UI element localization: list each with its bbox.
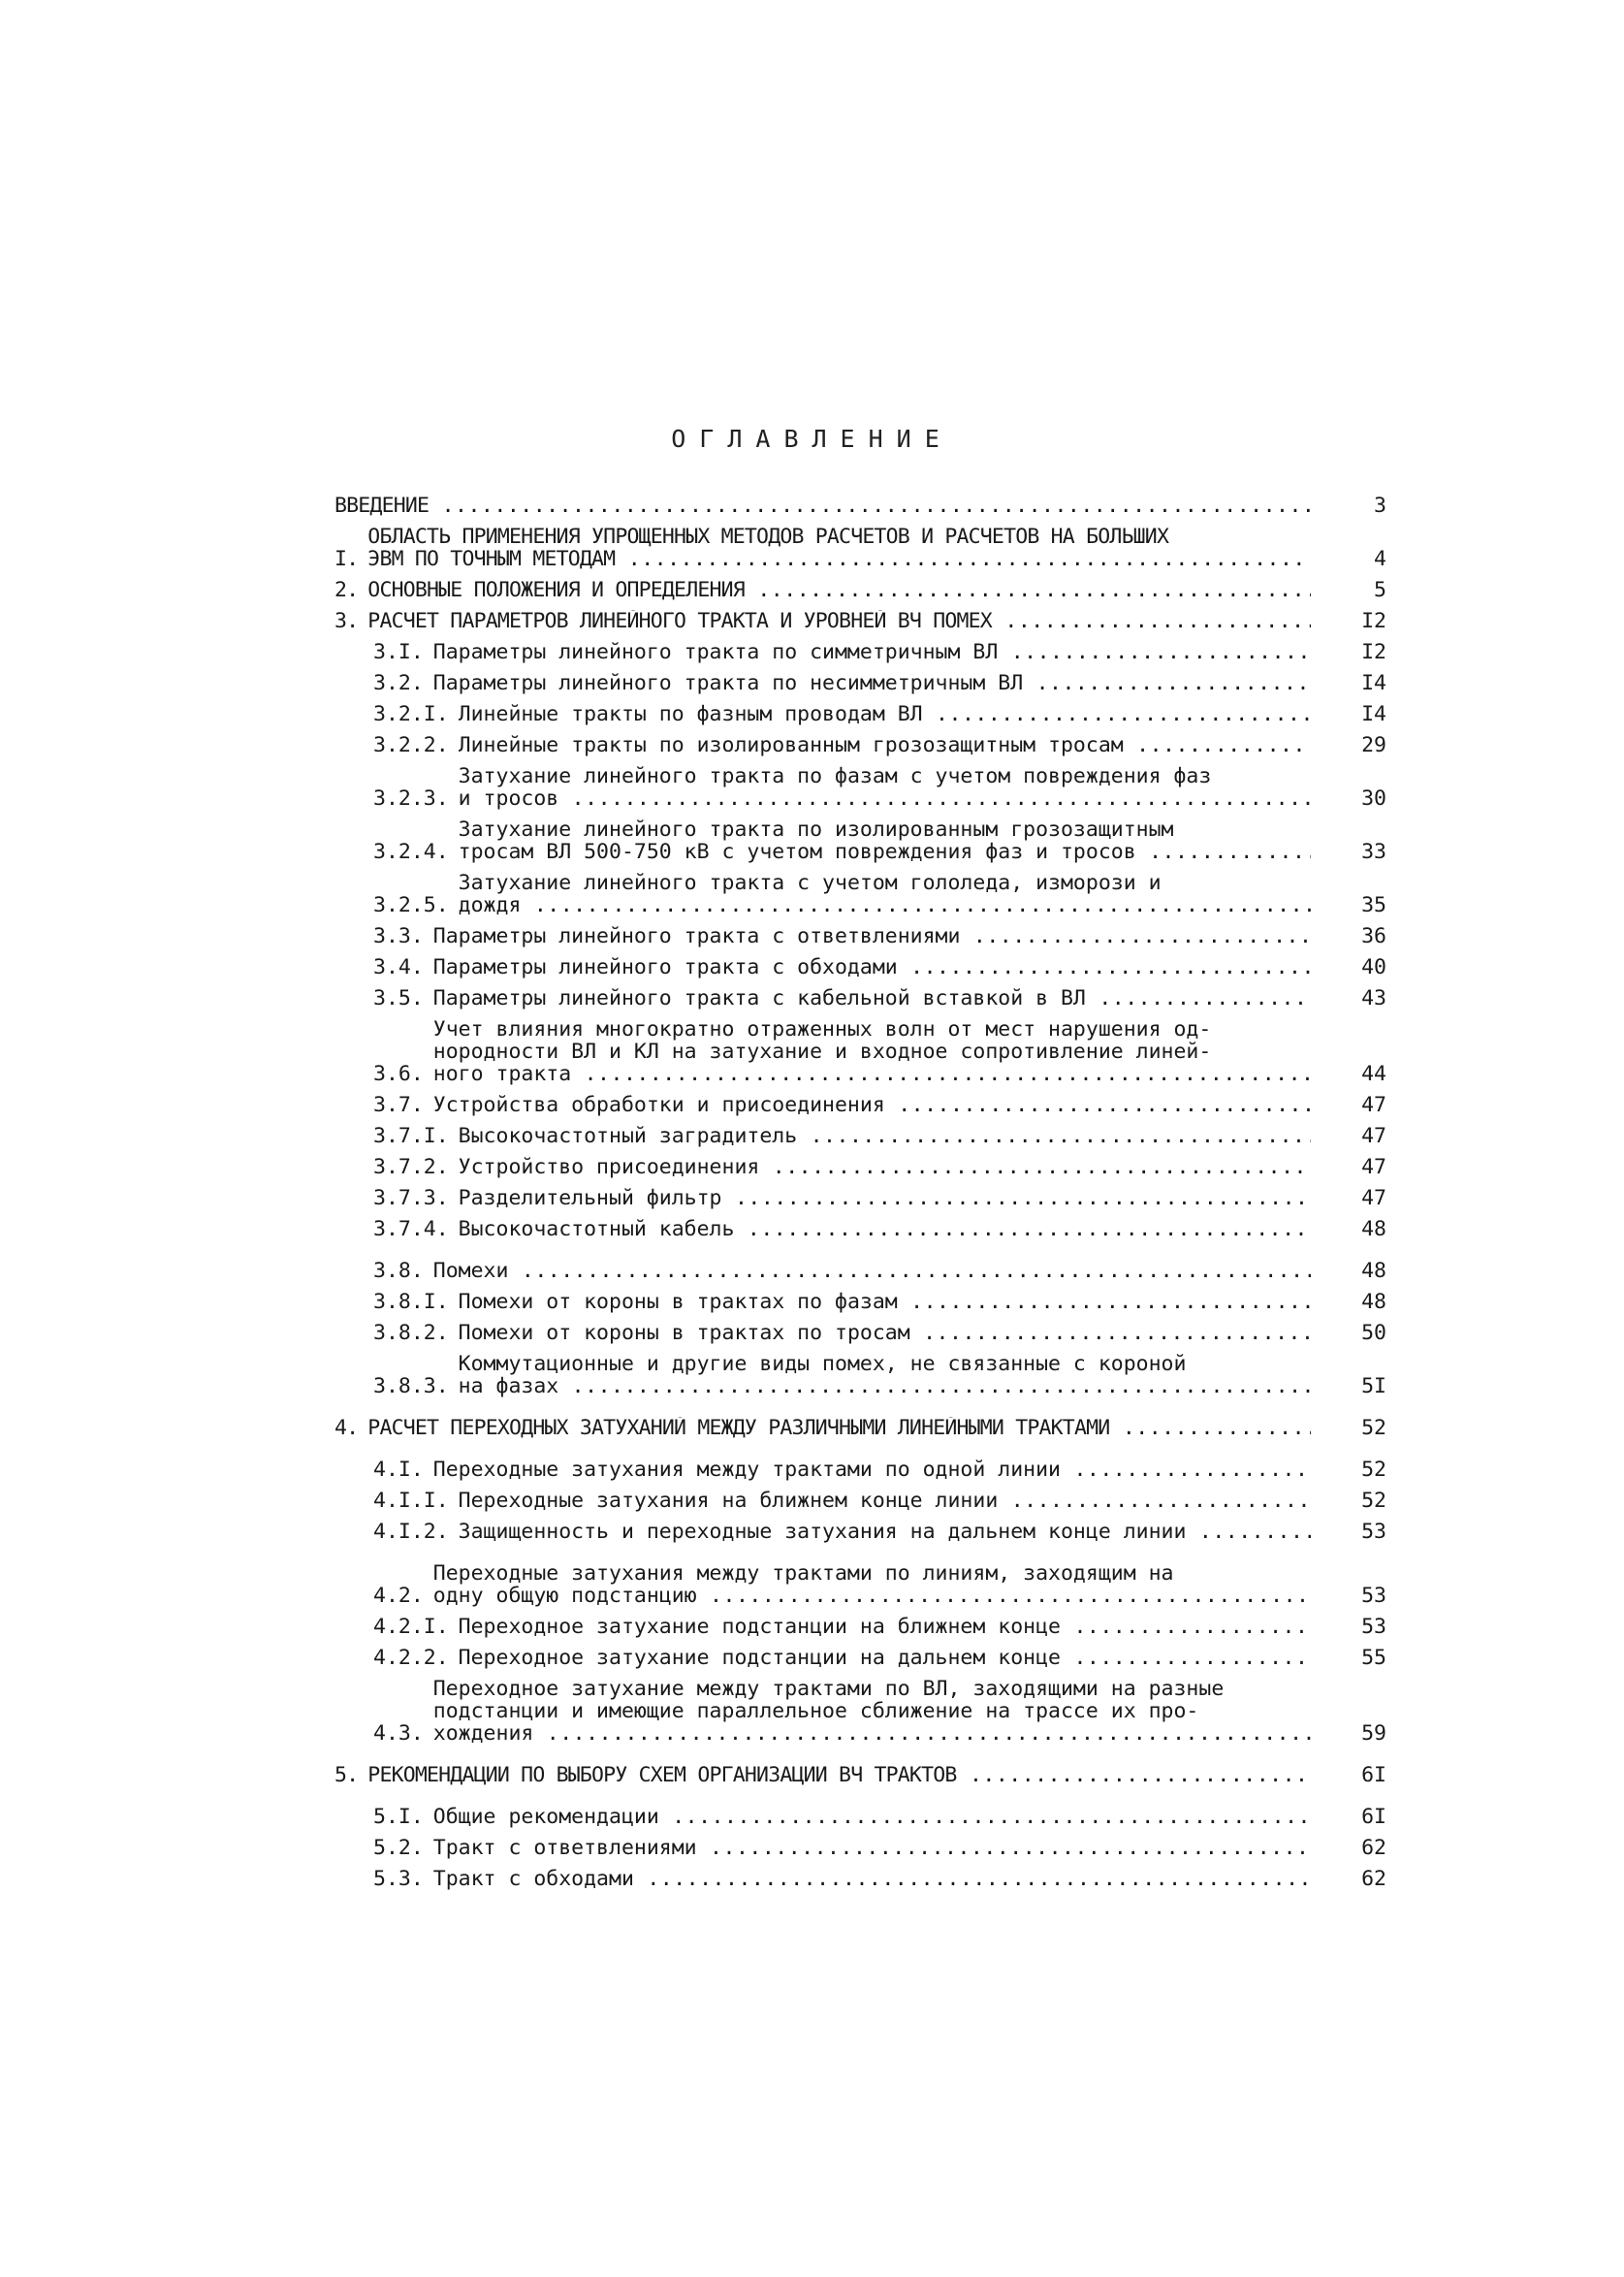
toc-entry[interactable] (334, 987, 1386, 1010)
toc-entry-title (433, 1459, 1311, 1481)
toc-entry-page: 40 (1361, 955, 1386, 979)
toc-entry-title-line: тросам ВЛ 500-750 кВ с учетом повреждения фаз и тросов ..... (459, 841, 1311, 863)
toc-entry-number: 5.I. (373, 1805, 424, 1829)
toc-entry-title-line: Устройства обработки и присоединения ..... (433, 1094, 1311, 1116)
toc-entry-page: 62 (1361, 1836, 1386, 1860)
toc-entry-number: I. (334, 547, 359, 571)
toc-entry-page: 50 (1361, 1321, 1386, 1345)
toc-entry[interactable] (334, 1837, 1386, 1859)
toc-entry-page: I4 (1361, 702, 1386, 726)
toc-entry[interactable] (334, 495, 1386, 517)
toc-entry-page: 47 (1361, 1155, 1386, 1179)
toc-entry[interactable] (334, 1459, 1386, 1481)
toc-entry-title (367, 1417, 1311, 1439)
toc-entry-number: 3.7.4. (373, 1217, 449, 1241)
toc-entry-title-line: РАСЧЕТ ПЕРЕХОДНЫХ ЗАТУХАНИЙ МЕЖДУ РАЗЛИЧНЫМИ ЛИНЕЙНЫМИ ТРАКТАМИ ..... (367, 1417, 1311, 1439)
toc-entry-title (459, 818, 1311, 863)
toc-entry-title-line: Общие рекомендации ..... (433, 1806, 1311, 1828)
toc-entry-title (433, 1678, 1311, 1745)
toc-entry-title-line: Линейные тракты по изолированным грозозащитным тросам ..... (459, 734, 1311, 756)
toc-entry-page: 55 (1361, 1646, 1386, 1670)
toc-entry-number: 5.2. (373, 1836, 424, 1860)
toc-entry[interactable] (334, 818, 1386, 863)
toc-entry[interactable] (334, 765, 1386, 810)
toc-entry[interactable] (334, 610, 1386, 632)
toc-entry-title (459, 765, 1311, 810)
toc-entry-title-line: и тросов ..... (459, 787, 1311, 810)
toc-entry-title (433, 1018, 1311, 1085)
toc-entry-number: 3.5. (373, 986, 424, 1010)
toc-entry-page: 5 (1374, 578, 1386, 602)
toc-entry-title (433, 1868, 1311, 1890)
toc-entry-title-line: Переходное затухание подстанции на дальнем конце ..... (459, 1647, 1311, 1669)
toc-entry[interactable] (334, 579, 1386, 601)
toc-entry-page: 53 (1361, 1520, 1386, 1544)
toc-heading: ОГЛАВЛЕНИЕ (671, 425, 953, 453)
toc-entry-title-line: Переходные затухания между трактами по одной линии ..... (433, 1459, 1311, 1481)
toc-entry-title-line: Помехи от короны в трактах по фазам ..... (459, 1291, 1311, 1313)
toc-entry-title (459, 1490, 1311, 1512)
toc-entry-page: I2 (1361, 609, 1386, 633)
toc-entry-number: 3.8.3. (373, 1374, 449, 1398)
toc-entry-number: 4.3. (373, 1721, 424, 1746)
toc-entry-title-line: дождя ..... (459, 894, 1311, 916)
toc-entry-title-line: ного тракта ..... (433, 1063, 1311, 1085)
toc-entry-title (367, 526, 1311, 570)
toc-entry-title (459, 734, 1311, 756)
toc-entry-title-line: на фазах ..... (459, 1375, 1311, 1397)
toc-entry-title (459, 1521, 1311, 1543)
toc-entry-title (433, 641, 1311, 663)
toc-entry-title (433, 1094, 1311, 1116)
toc-entry-title (367, 610, 1311, 632)
toc-entry-title-line: подстанции и имеющие параллельное сближение на трассе их про- (432, 1700, 1199, 1722)
toc-entry-number: 3.2.5. (373, 893, 449, 917)
toc-entry-title (433, 1562, 1311, 1607)
toc-entry-title (459, 1156, 1311, 1178)
toc-entry-number: 4.I.I. (373, 1489, 449, 1513)
toc-entry-title (459, 1353, 1311, 1397)
toc-entry-number: 3.7.I. (373, 1124, 449, 1148)
toc-entry-page: 29 (1361, 733, 1386, 757)
toc-entry-title-line: Тракт с ответвлениями ..... (433, 1837, 1311, 1859)
toc-entry-title-line: РАСЧЕТ ПАРАМЕТРОВ ЛИНЕЙНОГО ТРАКТА И УРОВНЕЙ ВЧ ПОМЕХ ..... (367, 610, 1311, 632)
toc-entry-title (459, 1647, 1311, 1669)
toc-entry[interactable] (334, 1187, 1386, 1209)
toc-entry-number: 3.8.I. (373, 1290, 449, 1314)
toc-entry-title (459, 1616, 1311, 1638)
toc-entry-title (334, 495, 1311, 517)
toc-entry-number: 3.2.4. (373, 840, 449, 864)
toc-entry[interactable] (334, 1018, 1386, 1085)
toc-entry-number: 3.2.2. (373, 733, 449, 757)
toc-entry-number: 4. (334, 1416, 359, 1440)
toc-entry-title (433, 956, 1311, 978)
toc-entry-page: 48 (1361, 1217, 1386, 1241)
toc-entry-page: 6I (1361, 1763, 1386, 1787)
toc-entry-title (433, 925, 1311, 947)
toc-entry[interactable] (334, 1868, 1386, 1890)
toc-entry[interactable] (334, 1562, 1386, 1607)
toc-entry-title-line: Затухание линейного тракта по изолированным грозозащитным (458, 818, 1174, 841)
toc-entry-page: 53 (1361, 1615, 1386, 1639)
toc-entry-page: 47 (1361, 1124, 1386, 1148)
toc-entry[interactable] (334, 1616, 1386, 1638)
toc-entry[interactable] (334, 1094, 1386, 1116)
toc-entry-title-line: Параметры линейного тракта с обходами ..... (433, 956, 1311, 978)
toc-entry-title-line: нородности ВЛ и КЛ на затухание и входное сопротивление линей- (432, 1041, 1212, 1063)
toc-entry-page: 4 (1374, 547, 1386, 571)
toc-entry[interactable] (334, 1490, 1386, 1512)
toc-entry-title-line: Линейные тракты по фазным проводам ВЛ ..... (459, 703, 1311, 725)
toc-entry-page: 47 (1361, 1093, 1386, 1117)
toc-entry[interactable] (334, 672, 1386, 694)
toc-entry-title-line: Переходные затухания между трактами по линиям, заходящим на (432, 1562, 1174, 1585)
toc-entry-number: 3.7.3. (373, 1186, 449, 1210)
toc-entry-title (459, 1291, 1311, 1313)
toc-entry-title-line: Устройство присоединения ..... (459, 1156, 1311, 1178)
toc-entry[interactable] (334, 956, 1386, 978)
toc-entry-title-line: Переходные затухания на ближнем конце линии ..... (459, 1490, 1311, 1512)
toc-entry-page: 48 (1361, 1259, 1386, 1283)
toc-entry-page: 59 (1361, 1721, 1386, 1746)
toc-entry[interactable] (334, 1322, 1386, 1344)
toc-entry[interactable] (334, 1647, 1386, 1669)
toc-entry-title-line: Коммутационные и другие виды помех, не связанные с короной (458, 1353, 1187, 1375)
toc-entry-title (459, 703, 1311, 725)
toc-entry-page: 30 (1361, 786, 1386, 811)
toc-entry-page: 5I (1361, 1374, 1386, 1398)
toc-entry-number: 3.3. (373, 924, 424, 948)
toc-entry-page: 48 (1361, 1290, 1386, 1314)
toc-entry-title-line: ОСНОВНЫЕ ПОЛОЖЕНИЯ И ОПРЕДЕЛЕНИЯ ..... (367, 579, 1311, 601)
toc-entry-number: 3.6. (373, 1062, 424, 1086)
toc-entry-title-line: Параметры линейного тракта с ответвлениями ..... (433, 925, 1311, 947)
toc-entry-title-line: Переходное затухание подстанции на ближнем конце ..... (459, 1616, 1311, 1638)
toc-entry-title-line: ОБЛАСТЬ ПРИМЕНЕНИЯ УПРОЩЕННЫХ МЕТОДОВ РАСЧЕТОВ И РАСЧЕТОВ НА БОЛЬШИХ (367, 526, 1169, 548)
toc-entry-title (433, 987, 1311, 1010)
toc-entry-title (433, 672, 1311, 694)
toc-entry-number: 3. (334, 609, 359, 633)
toc-entry-page: 33 (1361, 840, 1386, 864)
toc-entry-title (459, 1218, 1311, 1240)
toc-entry-title-line: РЕКОМЕНДАЦИИ ПО ВЫБОРУ СХЕМ ОРГАНИЗАЦИИ ВЧ ТРАКТОВ ..... (367, 1764, 1311, 1786)
toc-entry-title-line: Параметры линейного тракта с кабельной вставкой в ВЛ ..... (433, 987, 1311, 1010)
toc-entry-title-line: Параметры линейного тракта по несимметричным ВЛ ..... (433, 672, 1311, 694)
toc-entry-page: 62 (1361, 1867, 1386, 1891)
toc-entry-title (433, 1806, 1311, 1828)
toc-entry-page: 44 (1361, 1062, 1386, 1086)
toc-entry-number: 4.I. (373, 1458, 424, 1482)
toc-entry-number: 5.3. (373, 1867, 424, 1891)
toc-entry-title-line: Разделительный фильтр ..... (459, 1187, 1311, 1209)
toc-entry[interactable] (334, 526, 1386, 570)
toc-entry-page: 43 (1361, 986, 1386, 1010)
toc-entry-title-line: одну общую подстанцию ..... (433, 1585, 1311, 1607)
toc-entry-title-line: ЭВМ ПО ТОЧНЫМ МЕТОДАМ ..... (367, 548, 1311, 570)
toc-entry-title (459, 1125, 1311, 1147)
toc-entry-number: 4.2.I. (373, 1615, 449, 1639)
toc-entry[interactable] (334, 1678, 1386, 1745)
toc-entry[interactable] (334, 1806, 1386, 1828)
toc-entry[interactable] (334, 703, 1386, 725)
toc-entry-title-line: Учет влияния многократно отраженных волн от мест нарушения од- (432, 1018, 1212, 1041)
toc-entry-title (433, 1837, 1311, 1859)
toc-entry-number: 3.8. (373, 1259, 424, 1283)
toc-entry-title-line: Помехи ..... (433, 1260, 1311, 1282)
toc-entry-number: 3.8.2. (373, 1321, 449, 1345)
toc-entry-page: 36 (1361, 924, 1386, 948)
toc-entry[interactable] (334, 1353, 1386, 1397)
toc-entry[interactable] (334, 1156, 1386, 1178)
toc-entry-title (459, 1322, 1311, 1344)
toc-entry-page: 52 (1361, 1489, 1386, 1513)
toc-entry-page: I2 (1361, 640, 1386, 664)
toc-entry-title (367, 579, 1311, 601)
toc-entry-title (459, 1187, 1311, 1209)
toc-entry[interactable] (334, 734, 1386, 756)
toc-entry[interactable] (334, 1291, 1386, 1313)
toc-entry[interactable] (334, 872, 1386, 916)
toc-entry[interactable] (334, 1125, 1386, 1147)
toc-entry-number: 3.7.2. (373, 1155, 449, 1179)
toc-entry-number: 3.2. (373, 671, 424, 695)
toc-entry-number: 5. (334, 1763, 359, 1787)
toc-entry-number: 2. (334, 578, 359, 602)
toc-entry[interactable] (334, 1521, 1386, 1543)
toc-entry-number: 4.2. (373, 1584, 424, 1608)
toc-entry-title (367, 1764, 1311, 1786)
toc-entry[interactable] (334, 641, 1386, 663)
toc-entry[interactable] (334, 1764, 1386, 1786)
toc-entry-number: 3.2.3. (373, 786, 449, 811)
toc-entry-number: 3.2.I. (373, 702, 449, 726)
toc-entry-title-line: хождения ..... (433, 1722, 1311, 1745)
toc-entry-number: 4.I.2. (373, 1520, 449, 1544)
toc-entry-title-line: Помехи от короны в трактах по тросам ..... (459, 1322, 1311, 1344)
toc-entry-page: 52 (1361, 1458, 1386, 1482)
toc-entry-title-line: Затухание линейного тракта с учетом гололеда, изморози и (458, 872, 1162, 894)
toc-entry-title-line: Тракт с обходами ..... (433, 1868, 1311, 1890)
toc-entry-title-line: Высокочастотный кабель ..... (459, 1218, 1311, 1240)
toc-entry[interactable] (334, 1417, 1386, 1439)
toc-entry-title-line: Затухание линейного тракта по фазам с учетом повреждения фаз (458, 765, 1212, 787)
toc-entry-number: 4.2.2. (373, 1646, 449, 1670)
toc-entry-page: 52 (1361, 1416, 1386, 1440)
toc-entry-title (459, 872, 1311, 916)
toc-entry[interactable] (334, 1218, 1386, 1240)
toc-entry-page: 6I (1361, 1805, 1386, 1829)
toc-entry-title-line: Параметры линейного тракта по симметричным ВЛ ..... (433, 641, 1311, 663)
toc-entry-page: 3 (1374, 494, 1386, 518)
toc-entry-number: 3.4. (373, 955, 424, 979)
toc-entry-page: 35 (1361, 893, 1386, 917)
toc-entry-page: 47 (1361, 1186, 1386, 1210)
toc-entry[interactable] (334, 925, 1386, 947)
toc-entry-title-line: ВВЕДЕНИЕ ..... (334, 495, 1311, 517)
toc-entry-title-line: Защищенность и переходные затухания на дальнем конце линии ..... (459, 1521, 1311, 1543)
toc-entry-title-line: Высокочастотный заградитель ..... (459, 1125, 1311, 1147)
toc-entry-title-line: Переходное затухание между трактами по ВЛ, заходящими на разные (432, 1678, 1225, 1700)
toc-entry-number: 3.I. (373, 640, 424, 664)
toc-entry-number: 3.7. (373, 1093, 424, 1117)
toc-entry-page: I4 (1361, 671, 1386, 695)
toc-entry-page: 53 (1361, 1584, 1386, 1608)
table-of-contents (334, 495, 1386, 1890)
toc-entry[interactable] (334, 1260, 1386, 1282)
toc-entry-title (433, 1260, 1311, 1282)
